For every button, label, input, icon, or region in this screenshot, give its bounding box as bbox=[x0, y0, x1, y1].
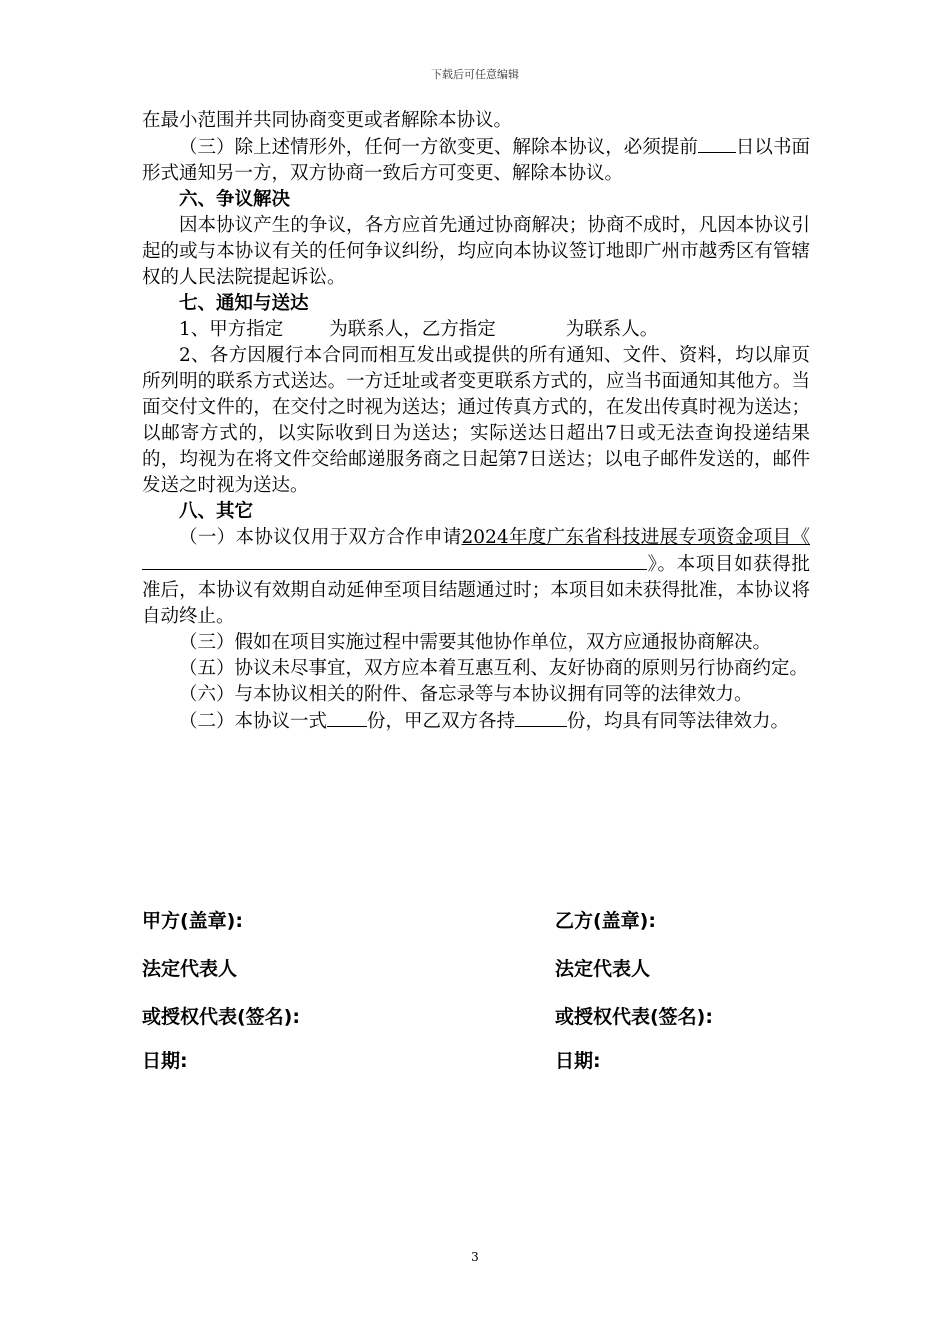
blank-field bbox=[515, 708, 567, 727]
page-header: 下载后可任意编辑 bbox=[431, 68, 519, 81]
blank-field bbox=[142, 551, 647, 570]
party-a-date: 日期: bbox=[142, 1050, 188, 1072]
blank-field bbox=[698, 134, 736, 153]
document-body bbox=[142, 108, 810, 735]
party-b-authorized: 或授权代表(签名): bbox=[555, 1006, 713, 1028]
paragraph: （二）本协议一式 份，甲乙双方各持 份，均具有同等法律效力。 bbox=[142, 708, 810, 735]
paragraph: （六）与本协议相关的附件、备忘录等与本协议拥有同等的法律效力。 bbox=[179, 684, 753, 705]
party-b-representative: 法定代表人 bbox=[555, 958, 651, 980]
section-heading: 八、其它 bbox=[179, 501, 254, 522]
section-heading: 七、通知与送达 bbox=[179, 293, 309, 314]
party-a-representative: 法定代表人 bbox=[142, 958, 238, 980]
party-a-authorized: 或授权代表(签名): bbox=[142, 1006, 300, 1028]
paragraph: 2、各方因履行本合同而相互发出或提供的所有通知、文件、资料，均以扉页所列明的联系方式送达。一方迁址或者变更联系方式的，应当书面通知其他方。当面交付文件的，在交付之时视为送达；通过传真方式的，在发出传真时视为送达；以邮寄方式的，以实际收到日为送达；实际送达日超出7日或无法查询投递结果的，均视为在将文件交给邮递服务商之日起第7日送达；以电子邮件发送的，邮件发送之时视为送达。 bbox=[142, 345, 810, 496]
party-b-seal: 乙方(盖章): bbox=[555, 910, 656, 932]
paragraph: （三）除上述情形外，任何一方欲变更、解除本协议，必须提前 日以书面形式通知另一方，双方协商一致后方可变更、解除本协议。 bbox=[142, 134, 810, 187]
section-heading: 六、争议解决 bbox=[179, 189, 291, 210]
project-name: 2024年度广东省科技进展专项资金项目《 bbox=[461, 527, 810, 548]
paragraph: （三）假如在项目实施过程中需要其他协作单位，双方应通报协商解决。 bbox=[179, 632, 772, 653]
paragraph: 1、甲方指定 为联系人，乙方指定 为联系人。 bbox=[179, 319, 659, 340]
blank-field bbox=[327, 708, 367, 727]
party-b-date: 日期: bbox=[555, 1050, 601, 1072]
page-number: 3 bbox=[471, 1250, 479, 1264]
paragraph: 在最小范围并共同协商变更或者解除本协议。 bbox=[142, 110, 513, 131]
paragraph: 因本协议产生的争议，各方应首先通过协商解决；协商不成时，凡因本协议引起的或与本协议有关的任何争议纠纷，均应向本协议签订地即广州市越秀区有管辖权的人民法院提起诉讼。 bbox=[142, 215, 810, 288]
paragraph: （一）本协议仅用于双方合作申请2024年度广东省科技进展专项资金项目《》。本项目如获得批准后，本协议有效期自动延伸至项目结题通过时；本项目如未获得批准，本协议将自动终止。 bbox=[142, 527, 810, 627]
party-a-seal: 甲方(盖章): bbox=[142, 910, 243, 932]
paragraph: （五）协议未尽事宜，双方应本着互惠互利、友好协商的原则另行协商约定。 bbox=[179, 658, 809, 679]
